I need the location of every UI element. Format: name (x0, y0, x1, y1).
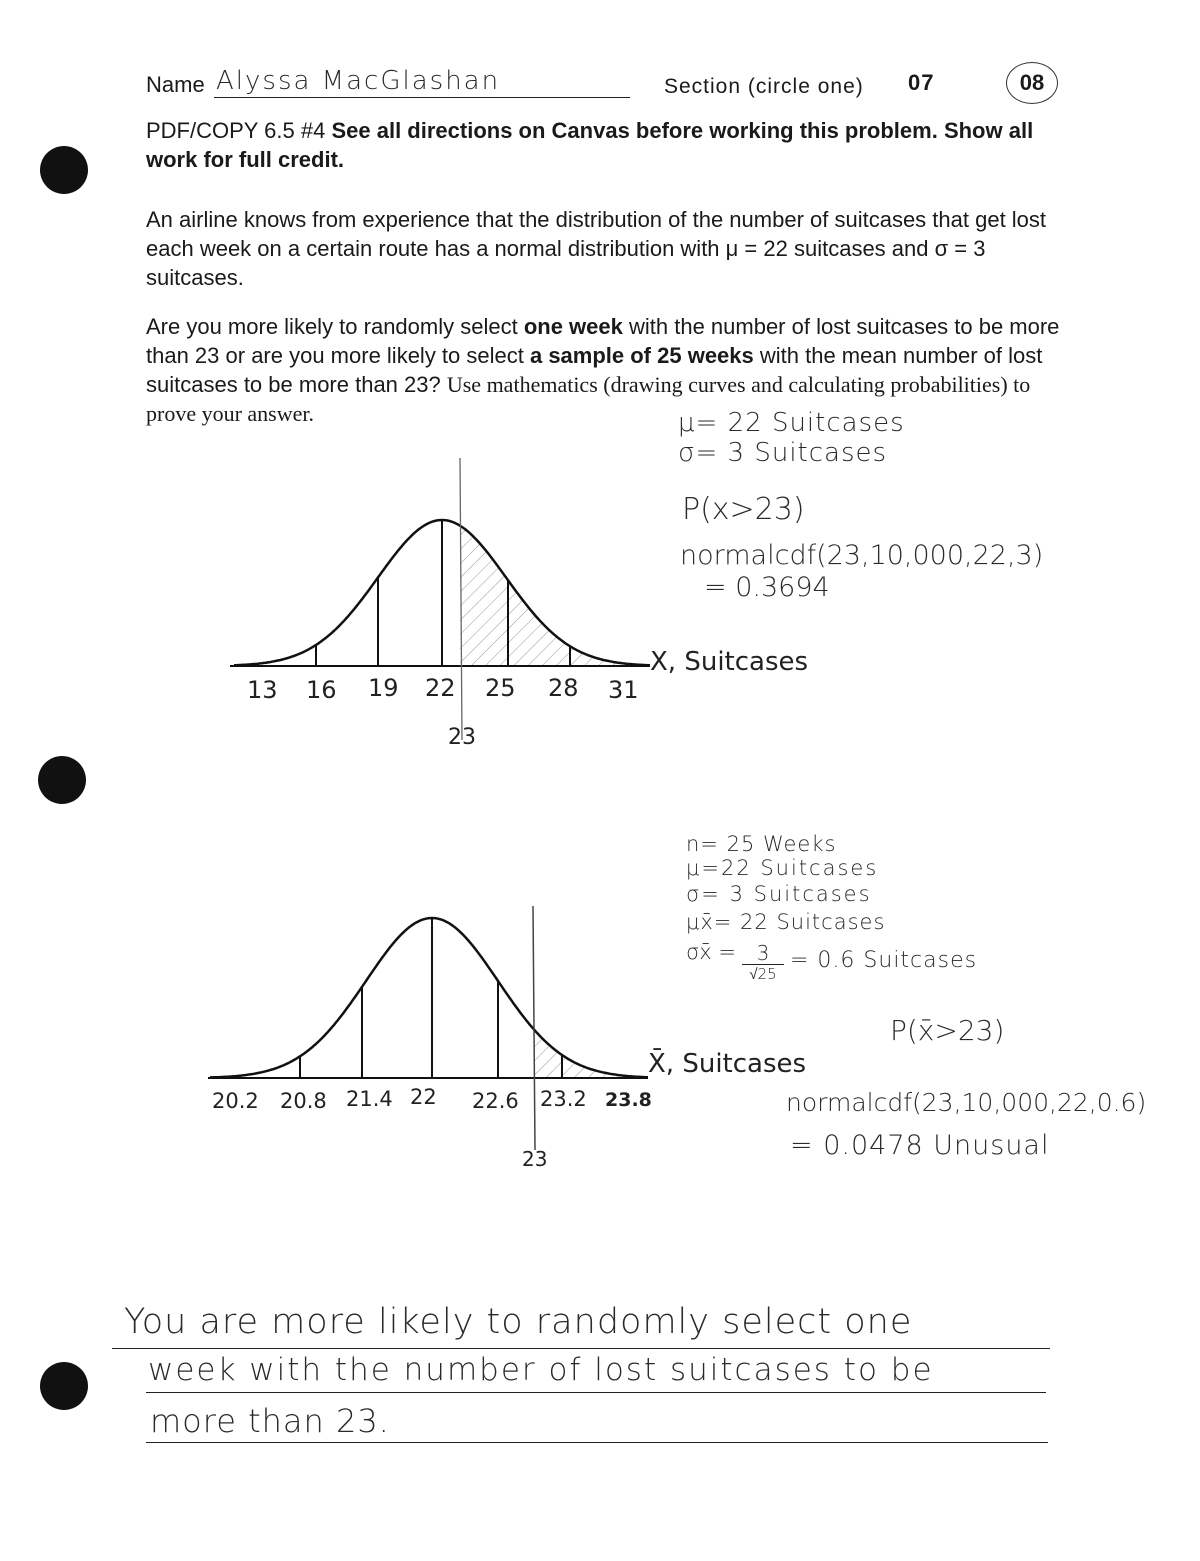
curve2-marker-label: 23 (522, 1147, 548, 1171)
answer-line-2: week with the number of lost suitcases to be (148, 1352, 934, 1388)
question-text-1: Are you more likely to randomly select (146, 314, 524, 339)
curve2-diagram (200, 900, 840, 1190)
curve1-tick-31: 31 (608, 676, 639, 704)
curve1-tick-28: 28 (548, 674, 579, 702)
curve1-tick-19: 19 (368, 674, 399, 702)
curve2-tick-22: 22 (410, 1085, 437, 1109)
work2-fraction-denominator: √25 (749, 965, 777, 983)
answer-underline-2 (146, 1392, 1046, 1393)
work2-mu-xbar: μx̄= 22 Suitcases (686, 910, 886, 934)
work2-probability: P(x̄>23) (890, 1014, 1005, 1047)
problem-question (146, 312, 1066, 428)
work2-mu: μ=22 Suitcases (686, 856, 879, 880)
curve2-tick-23-8: 23.8 (605, 1089, 652, 1111)
work2-calc: normalcdf(23,10,000,22,0.6) (786, 1088, 1147, 1117)
section-option-08-text: 08 (1019, 70, 1045, 95)
section-option-07[interactable]: 07 (908, 70, 935, 95)
work2-n: n= 25 Weeks (686, 832, 837, 856)
curve2-tick-22-6: 22.6 (472, 1089, 519, 1113)
work2-sigma: σ= 3 Suitcases (686, 882, 872, 906)
curve1-diagram (220, 450, 830, 760)
work1-result: = 0.3694 (704, 572, 830, 603)
curve2-tick-20-2: 20.2 (212, 1089, 259, 1113)
binder-hole-bottom (40, 1362, 88, 1410)
answer-line-3: more than 23. (150, 1402, 390, 1440)
question-serif: Use mathematics (drawing curves and calculating probabilities) to prove your answer. (146, 372, 1031, 426)
work1-sigma: σ= 3 Suitcases (678, 438, 888, 468)
curve2-axis-label: X̄, Suitcases (648, 1049, 807, 1079)
answer-underline-3 (146, 1442, 1048, 1443)
binder-hole-middle (38, 756, 86, 804)
curve1-tick-13: 13 (247, 676, 278, 704)
work1-probability: P(x>23) (682, 492, 805, 527)
curve2-normal-curve (210, 918, 648, 1077)
name-label: Name (146, 72, 205, 97)
curve1-axis-label: X, Suitcases (650, 647, 809, 677)
section-label: Section (circle one) (664, 75, 864, 98)
work1-calc: normalcdf(23,10,000,22,3) (680, 540, 1044, 571)
instructions (146, 116, 1056, 174)
work2-sigma-xbar-rhs: = 0.6 Suitcases (790, 948, 978, 973)
curve2-marker-line (533, 906, 535, 1150)
instructions-lead: PDF/COPY 6.5 #4 (146, 118, 326, 143)
question-bold-1: one week (523, 314, 623, 339)
work2-fraction-numerator: 3 (742, 942, 784, 965)
section-option-08[interactable] (1006, 62, 1058, 104)
curve2-shaded-region (534, 1030, 648, 1079)
work2-result: = 0.0478 Unusual (790, 1130, 1050, 1161)
work1-mu: μ= 22 Suitcases (678, 408, 905, 438)
curve1-tick-16: 16 (306, 676, 337, 704)
work2-sigma-xbar-lhs: σx̄ = (686, 940, 737, 964)
curve2-tick-23-2: 23.2 (540, 1087, 587, 1111)
curve2-tick-21-4: 21.4 (346, 1087, 393, 1111)
name-underline (214, 97, 630, 98)
curve1-marker-label: 23 (448, 725, 476, 750)
curve1-tick-22: 22 (425, 674, 456, 702)
curve1-tick-25: 25 (485, 674, 516, 702)
answer-underline-1 (112, 1348, 1050, 1349)
instructions-text: See all directions on Canvas before working this problem. Show all work for full credit. (146, 118, 1034, 172)
answer-line-1: You are more likely to randomly select one (124, 1302, 913, 1342)
question-text-2: with the number of lost suitcases to be more than 23 or are you more likely to select (146, 314, 1060, 368)
question-bold-2: a sample of 25 weeks (529, 343, 754, 368)
student-name: Alyssa MacGlashan (216, 66, 501, 96)
curve2-tick-20-8: 20.8 (280, 1089, 327, 1113)
problem-paragraph: An airline knows from experience that the distribution of the number of suitcases that get lost each week on a certain route has a normal distribution with μ = 22 suitcases and σ = 3 suitcases. (146, 207, 1047, 290)
binder-hole-top (40, 146, 88, 194)
question-text-3: with the mean number of lost suitcases to be more than 23? (146, 343, 1043, 397)
curve1-shaded-region (460, 526, 650, 666)
